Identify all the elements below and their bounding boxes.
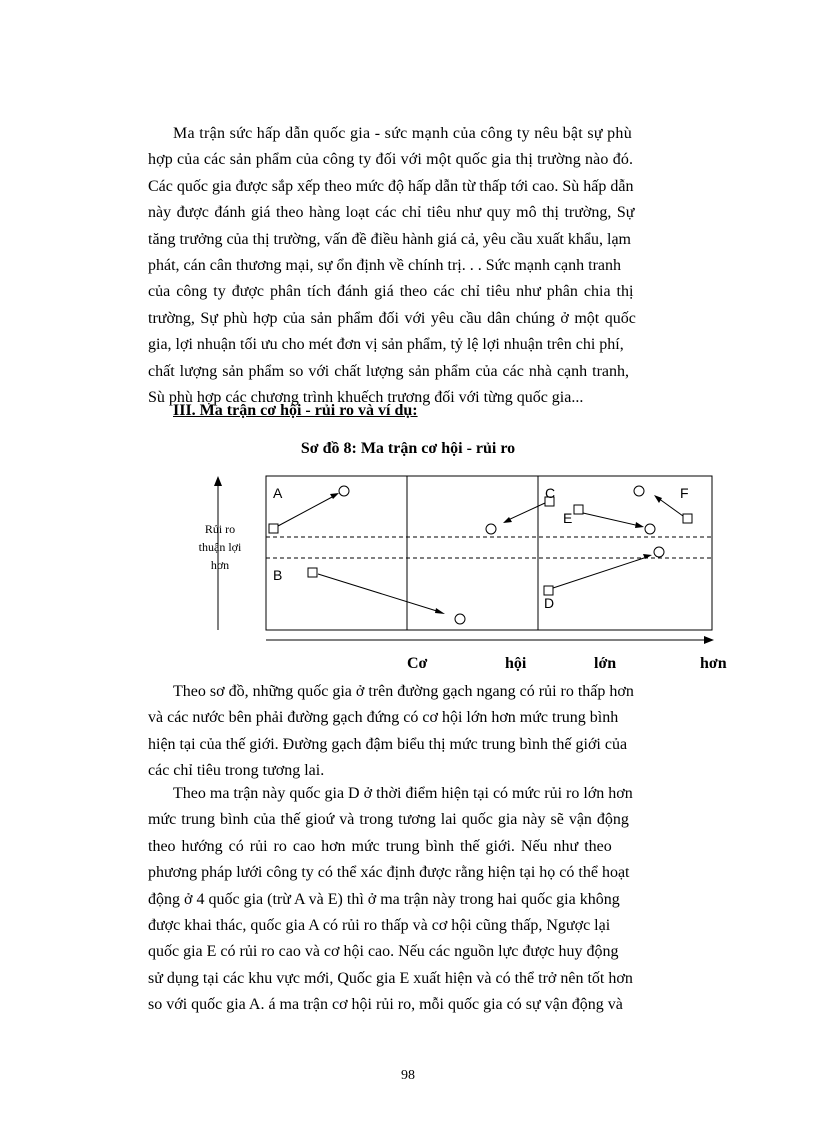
text-line: của công ty được phân tích đánh giá theo các chỉ tiêu như phân chia thị <box>148 283 634 301</box>
text-line: so với quốc gia A. á ma trận cơ hội rủi ro, mỗi quốc gia có sự vận động và <box>148 996 623 1014</box>
country-f-label: F <box>680 485 689 501</box>
text-line: mức trung bình của thế gioứ và trong tương lai quốc gia này sẽ vận động <box>148 811 629 829</box>
country-d-arrow <box>553 557 647 588</box>
matrix-frame <box>266 476 712 630</box>
country-c-arrow <box>508 503 545 520</box>
country-e-arrow <box>583 513 640 526</box>
text-line: các chỉ tiêu trong tương lai. <box>148 762 325 780</box>
y-arrowhead <box>214 476 222 486</box>
country-a-arrow <box>278 496 334 526</box>
text-line: sử dụng tại các khu vực mới, Quốc gia E xuất hiện và có thể trở nên tốt hơn <box>148 969 633 987</box>
text-line: được khai thác, quốc gia A có rủi ro thấp và cơ hội cũng thấp, Ngược lại <box>148 917 611 935</box>
country-b-future-circle <box>455 614 465 624</box>
country-e-future-circle <box>645 524 655 534</box>
text-line: động ở 4 quốc gia (trừ A và E) thì ở ma trận này trong hai quốc gia không <box>148 890 620 908</box>
country-f-current-square <box>683 514 692 523</box>
text-line: này được đánh giá theo hàng loạt các chỉ tiêu như quy mô thị trường, Sự <box>148 204 635 222</box>
text-line: gia, lợi nhuận tối ưu cho mét đơn vị sản phẩm, tỷ lệ lợi nhuận trên chi phí, <box>148 336 624 354</box>
country-d-label: D <box>544 595 555 611</box>
page-number: 98 <box>401 1068 415 1083</box>
country-b-arrowhead <box>435 608 445 614</box>
text-line: phát, cán cân thương mại, sự ổn định về chính trị. . . Sức mạnh cạnh tranh <box>148 257 622 275</box>
y-axis-label-line: hơn <box>210 558 230 572</box>
analysis-paragraph <box>148 781 733 1019</box>
country-e-arrowhead <box>635 522 644 528</box>
country-d-future-circle <box>654 547 664 557</box>
text-line: hợp của các sản phẩm của công ty đối với một quốc gia thị trường nào đó. <box>148 151 634 169</box>
country-c-label: C <box>545 485 556 501</box>
text-line: hiện tại của thế giới. Đường gạch đậm biểu thị mức trung bình thế giới của <box>148 735 628 753</box>
text-line: Ma trận sức hấp dẫn quốc gia - sức mạnh của công ty nêu bật sự phù <box>173 125 633 142</box>
country-c-future-circle <box>486 524 496 534</box>
country-d-current-square <box>544 586 553 595</box>
country-f-future-circle <box>634 486 644 496</box>
y-axis-label <box>190 520 250 574</box>
text-line: Theo ma trận này quốc gia D ở thời điểm hiện tại có mức rủi ro lớn hơn <box>173 785 633 802</box>
x-axis-label-word: Cơ <box>407 655 428 672</box>
text-line: Sù phù hợp các chương trình khuếch trương đối với từng quốc gia... <box>148 389 584 407</box>
text-line: Theo sơ đồ, những quốc gia ở trên đường gạch ngang có rủi ro thấp hơn <box>173 683 634 700</box>
diagram-caption: Sơ đồ 8: Ma trận cơ hội - rủi ro <box>300 440 516 457</box>
country-e-label: E <box>563 510 573 526</box>
country-a-future-circle <box>339 486 349 496</box>
text-line: quốc gia E có rủi ro cao và cơ hội cao. Nếu các nguồn lực được huy động <box>148 943 619 961</box>
country-c-arrowhead <box>503 517 512 523</box>
text-line: phương pháp lưới công ty có thể xác định được rằng hiện tại họ có thể hoạt <box>148 864 630 882</box>
text-line: chất lượng sản phẩm so với chất lượng sản phẩm của các nhà cạnh tranh, <box>148 362 630 380</box>
text-line: tăng trưởng của thị trường, vấn đề điều hành giá cả, yêu cầu xuất khẩu, lạm <box>148 230 631 248</box>
country-b-arrow <box>318 574 440 612</box>
y-axis-label-line: Rủi ro <box>204 522 236 536</box>
country-f-arrowhead <box>654 495 662 503</box>
country-b-current-square <box>308 568 317 577</box>
text-line: theo hướng có rủi ro cao hơn mức trung bình thế giới. Nếu như theo <box>148 837 612 855</box>
country-a-arrowhead <box>330 493 339 499</box>
diagram-explanation-paragraph <box>148 679 733 785</box>
text-line: và các nước bên phải đường gạch đứng có cơ hội lớn hơn mức trung bình <box>148 709 619 727</box>
text-line: Các quốc gia được sắp xếp theo mức độ hấp dẫn từ thấp tới cao. Sù hấp dẫn <box>148 177 634 195</box>
x-axis-label-word: hội <box>505 655 527 672</box>
country-a-current-square <box>269 524 278 533</box>
country-b-label: B <box>273 567 283 583</box>
y-axis-label-line: thuận lợi <box>198 540 242 554</box>
x-arrowhead <box>704 636 714 644</box>
section-heading: III. Ma trận cơ hội - rủi ro và ví dụ: <box>173 402 418 419</box>
x-axis-label-word: hơn <box>700 655 727 672</box>
country-a-label: A <box>273 485 283 501</box>
x-axis-label-word: lớn <box>594 655 617 672</box>
country-e-current-square <box>574 505 583 514</box>
text-line: trường, Sự phù hợp của sản phẩm đối với yêu cầu dân chúng ở một quốc <box>148 309 636 327</box>
